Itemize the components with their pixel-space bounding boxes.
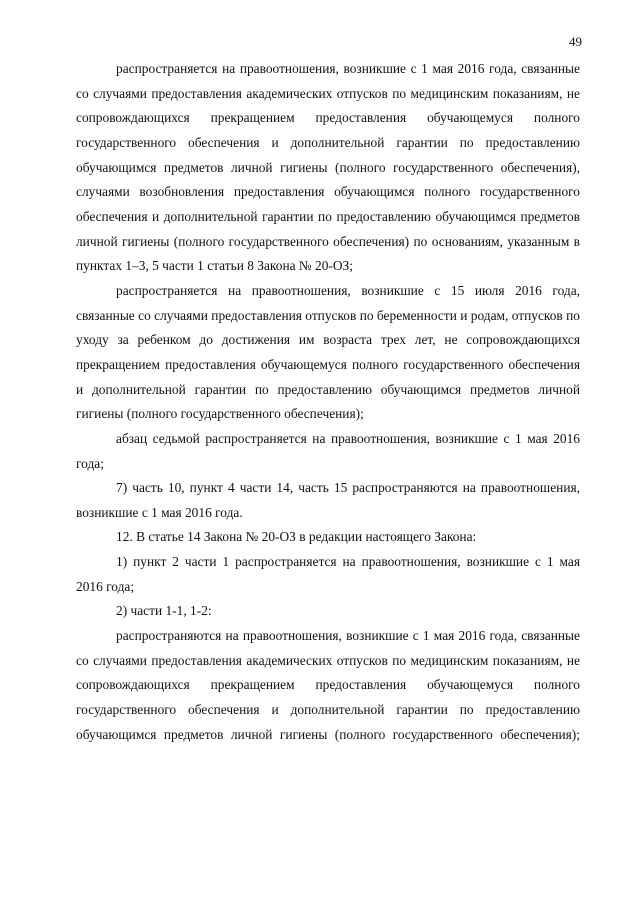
paragraph-item-7: 7) часть 10, пункт 4 части 14, часть 15 распространяются на правоотношения, возникшие с 1 мая 2016 года.	[76, 480, 580, 520]
page-number: 49	[569, 34, 582, 49]
paragraph-parts-1-1-1-2: распространяются на правоотношения, возникшие с 1 мая 2016 года, связанные со случаями предоставления академических отпусков по медицинским показаниям, не сопровождающихся прекращением предоставления обучающемуся полного государственного обеспечения и дополнительной гарантии по предоставлению обучающимся предметов личной гигиены (полного государственного обеспечения);	[76, 628, 580, 742]
paragraph-item-12: 12. В статье 14 Закона № 20-ОЗ в редакции настоящего Закона:	[116, 529, 477, 545]
paragraph-effective-may-2016: распространяется на правоотношения, возникшие с 1 мая 2016 года, связанные со случаями предоставления академических отпусков по медицинским показаниям, не сопровождающихся прекращением предоставления обучающемуся полного государственного обеспечения и дополнительной гарантии по предоставлению обучающимся предметов личной гигиены (полного государственного обеспечения), случаями возобновления предоставления обучающимся полного государственного обеспечения и дополнительной гарантии по предоставлению обучающимся предметов личной гигиены (полного государственного обеспечения) по основаниям, указанным в пунктах 1–3, 5 части 1 статьи 8 Закона № 20-ОЗ;	[76, 61, 580, 274]
paragraph-subitem-2: 2) части 1-1, 1-2:	[116, 603, 212, 619]
paragraph-effective-july-2016: распространяется на правоотношения, возникшие с 15 июля 2016 года, связанные со случаями предоставления отпусков по беременности и родам, отпусков по уходу за ребенком до достижения им возраста трех лет, не сопровождающихся прекращением предоставления обучающемуся полного государственного обеспечения и дополнительной гарантии по предоставлению обучающимся предметов личной гигиены (полного государственного обеспечения);	[76, 282, 580, 422]
document-body	[76, 57, 580, 747]
paragraph-seventh-clause: абзац седьмой распространяется на правоотношения, возникшие с 1 мая 2016 года;	[76, 430, 580, 471]
paragraph-subitem-1: 1) пункт 2 части 1 распространяется на правоотношения, возникшие с 1 мая 2016 года;	[76, 554, 580, 594]
